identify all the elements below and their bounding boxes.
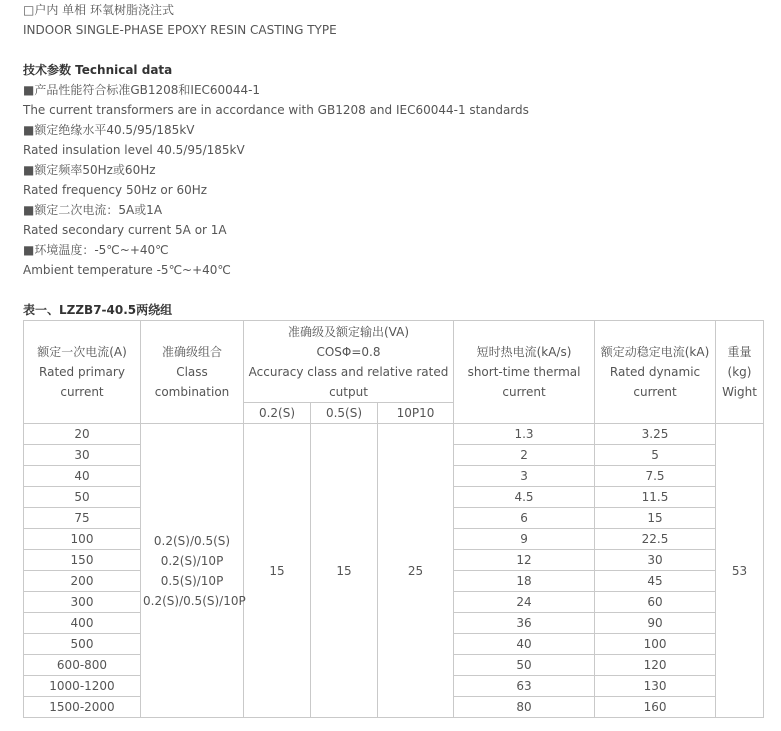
cell-primary-current: 50 xyxy=(24,487,141,508)
technical-data-heading: 技术参数 Technical data xyxy=(23,63,173,77)
cell-primary-current: 100 xyxy=(24,529,141,550)
cell-dynamic-current: 15 xyxy=(595,508,716,529)
cell-dynamic-current: 5 xyxy=(595,445,716,466)
cell-output-0-2s: 15 xyxy=(244,424,311,718)
cell-dynamic-current: 160 xyxy=(595,697,716,718)
header-accuracy-output: 准确级及额定输出(VA) COSΦ=0.8 Accuracy class and relative rated cutput xyxy=(244,321,454,403)
cell-primary-current: 600-800 xyxy=(24,655,141,676)
header-dynamic-current: 额定动稳定电流(kA) Rated dynamic current xyxy=(595,321,716,424)
cell-dynamic-current: 130 xyxy=(595,676,716,697)
tech-line: ■产品性能符合标准GB1208和IEC60044-1 xyxy=(23,83,261,97)
cell-thermal-current: 36 xyxy=(454,613,595,634)
cell-thermal-current: 24 xyxy=(454,592,595,613)
cell-dynamic-current: 120 xyxy=(595,655,716,676)
spec-table xyxy=(23,320,764,718)
document-body xyxy=(23,0,763,320)
cell-thermal-current: 3 xyxy=(454,466,595,487)
cell-thermal-current: 9 xyxy=(454,529,595,550)
tech-line: ■环境温度：-5℃~+40℃ xyxy=(23,243,169,257)
subheader-0-2s: 0.2(S) xyxy=(244,403,311,424)
tech-line: Rated frequency 50Hz or 60Hz xyxy=(23,183,208,197)
cell-dynamic-current: 60 xyxy=(595,592,716,613)
class-combination-item: 0.5(S)/10P xyxy=(160,573,224,588)
cell-thermal-current: 50 xyxy=(454,655,595,676)
tech-line: ■额定二次电流：5A或1A xyxy=(23,203,163,217)
title-english: INDOOR SINGLE-PHASE EPOXY RESIN CASTING TYPE xyxy=(23,23,337,37)
cell-primary-current: 20 xyxy=(24,424,141,445)
tech-line: The current transformers are in accordance with GB1208 and IEC60044-1 standards xyxy=(23,103,529,117)
cell-thermal-current: 12 xyxy=(454,550,595,571)
cell-dynamic-current: 11.5 xyxy=(595,487,716,508)
cell-primary-current: 75 xyxy=(24,508,141,529)
cell-thermal-current: 2 xyxy=(454,445,595,466)
cell-primary-current: 1500-2000 xyxy=(24,697,141,718)
subheader-10p10: 10P10 xyxy=(378,403,454,424)
cell-thermal-current: 4.5 xyxy=(454,487,595,508)
cell-thermal-current: 1.3 xyxy=(454,424,595,445)
table-caption: 表一、LZZB7-40.5两绕组 xyxy=(23,303,173,317)
cell-primary-current: 200 xyxy=(24,571,141,592)
cell-dynamic-current: 3.25 xyxy=(595,424,716,445)
cell-primary-current: 500 xyxy=(24,634,141,655)
cell-primary-current: 150 xyxy=(24,550,141,571)
cell-thermal-current: 18 xyxy=(454,571,595,592)
cell-thermal-current: 63 xyxy=(454,676,595,697)
cell-dynamic-current: 30 xyxy=(595,550,716,571)
cell-dynamic-current: 90 xyxy=(595,613,716,634)
tech-line: Ambient temperature -5℃~+40℃ xyxy=(23,263,231,277)
subheader-0-5s: 0.5(S) xyxy=(311,403,378,424)
header-rated-primary-current: 额定一次电流(A) Rated primary current xyxy=(24,321,141,424)
cell-dynamic-current: 7.5 xyxy=(595,466,716,487)
cell-thermal-current: 6 xyxy=(454,508,595,529)
tech-line: ■额定绝缘水平40.5/95/185kV xyxy=(23,123,195,137)
cell-output-10p10: 25 xyxy=(378,424,454,718)
tech-line: ■额定频率50Hz或60Hz xyxy=(23,163,156,177)
cell-dynamic-current: 45 xyxy=(595,571,716,592)
header-class-combination: 准确级组合 Class combination xyxy=(141,321,244,424)
cell-primary-current: 1000-1200 xyxy=(24,676,141,697)
cell-primary-current: 400 xyxy=(24,613,141,634)
class-combination-item: 0.2(S)/0.5(S)/10P xyxy=(143,593,246,608)
cell-primary-current: 30 xyxy=(24,445,141,466)
tech-line: Rated insulation level 40.5/95/185kV xyxy=(23,143,245,157)
cell-dynamic-current: 22.5 xyxy=(595,529,716,550)
table-row xyxy=(24,424,764,445)
cell-class-combinations xyxy=(141,424,244,718)
class-combination-item: 0.2(S)/0.5(S) xyxy=(153,533,231,548)
cell-primary-current: 40 xyxy=(24,466,141,487)
cell-dynamic-current: 100 xyxy=(595,634,716,655)
cell-weight: 53 xyxy=(716,424,764,718)
class-combination-item: 0.2(S)/10P xyxy=(160,553,224,568)
cell-primary-current: 300 xyxy=(24,592,141,613)
title-chinese: □户内 单相 环氧树脂浇注式 xyxy=(23,3,174,17)
tech-line: Rated secondary current 5A or 1A xyxy=(23,223,227,237)
header-weight: 重量(kg) Wight xyxy=(716,321,764,424)
cell-output-0-5s: 15 xyxy=(311,424,378,718)
cell-thermal-current: 40 xyxy=(454,634,595,655)
header-thermal-current: 短时热电流(kA/s) short-time thermal current xyxy=(454,321,595,424)
cell-thermal-current: 80 xyxy=(454,697,595,718)
